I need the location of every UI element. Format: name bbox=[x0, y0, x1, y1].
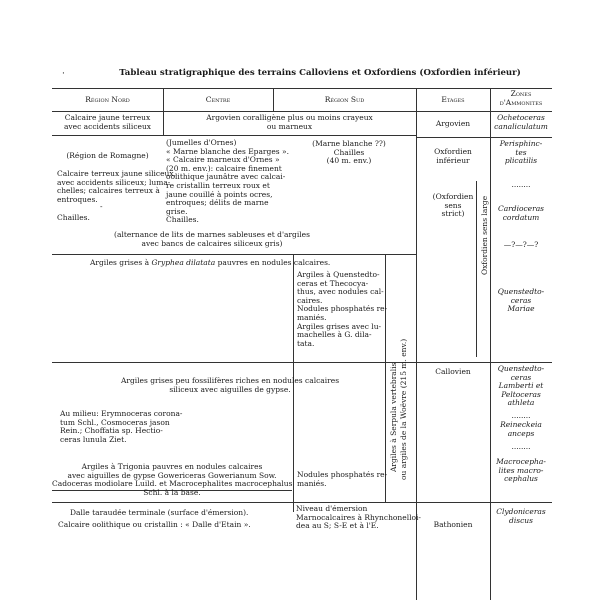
etage-oxfordien-inferieur: Oxfordien inférieur bbox=[434, 147, 472, 165]
bathonien-dalle-taraudee: Dalle taraudée terminale (surface d'émersion). bbox=[70, 508, 249, 517]
etage-oxfordien-sens-large: Oxfordien sens large bbox=[480, 195, 489, 275]
etage-argovien: Argovien bbox=[435, 119, 471, 128]
callovien-sud-argiles: Argiles à Quenstedto- ceras et Thecocya- thus, avec nodules cal- caires. Nodules phosphatés re- maniés. Argiles grises avec lu- machelles à G. dila- tata. bbox=[297, 270, 388, 348]
zone-separator-dots-2: ........ bbox=[511, 411, 531, 420]
callovien-nodules-phosphates: Nodules phosphatés re- maniés. bbox=[297, 470, 388, 488]
oxfordien-alternance: (alternance de lits de marnes sableuses et d'argiles avec bancs de calcaires siliceux gris) bbox=[114, 230, 310, 248]
oxfordien-nord-description: Calcaire terreux jaune siliceux, avec accidents siliceux; luma- chelles; calcaires terreux à entroques. bbox=[57, 169, 177, 204]
oxfordien-sud: (Marne blanche ??) Chailles (40 m. env.) bbox=[312, 139, 386, 166]
zone-canaliculatum: Ochetoceras canaliculatum bbox=[494, 113, 548, 131]
argovien-centre-sud: Argovien coralligène plus ou moins crayeux ou marneux bbox=[206, 113, 373, 131]
oxfordien-centre: (Jumelles d'Ornes) « Marne blanche des Eparges ». « Calcaire marneux d'Ornes » (20 m. env.): calcaire finement oolithique jaunâtre avec calcai- re cristallin terreux roux et jaune couillé à points ocres, entroques; délits de marne grise. Chailles. bbox=[166, 138, 289, 225]
zone-discus: Clydoniceras discus bbox=[496, 507, 546, 525]
argovien-nord: Calcaire jaune terreux avec accidents siliceux bbox=[63, 113, 152, 131]
header-region-nord: Région Nord bbox=[85, 95, 130, 104]
gryphea-species: Gryphea dilatata bbox=[151, 258, 216, 267]
etage-callovien: Callovien bbox=[435, 367, 471, 376]
zone-mariae: Quenstedto- ceras Mariae bbox=[497, 287, 545, 314]
argiles-gryphea-prefix: Argiles grises à bbox=[90, 258, 152, 267]
oxfordien-nord-chailles: Chailles. bbox=[57, 213, 90, 222]
bathonien-sud: Niveau d'émersion Marnocalcaires à Rhynchonelloi- dea au S; S-E et à l'E. bbox=[296, 504, 421, 531]
header-etages: Etages bbox=[441, 95, 465, 104]
bathonien-dalle-etain: Calcaire oolithique ou cristallin : « Dalle d'Etain ». bbox=[58, 520, 251, 529]
zone-macrocephalus: Macrocepha- lites macro- cephalus bbox=[496, 457, 546, 484]
zone-plicatilis: Perisphinc- tes plicatilis bbox=[499, 139, 543, 166]
header-centre: Centre bbox=[205, 95, 231, 104]
oxfordien-nord-dash: - bbox=[100, 202, 103, 211]
page-title: Tableau stratigraphique des terrains Calloviens et Oxfordiens (Oxfordien inférieur) bbox=[119, 68, 521, 78]
callovien-serpula-label: Argiles à Serpula vertebralis bbox=[389, 362, 398, 472]
callovien-au-milieu: Au milieu: Erymnoceras corona- tum Schl., Cosmoceras jason Rein.; Choffatia sp. Hectio- ceras lunula Ziet. bbox=[60, 409, 183, 444]
callovien-trigonia: Argiles à Trigonia pauvres en nodules calcaires avec aiguilles de gypse Gowericeras Gowerianum Sow. Cadoceras modiolare Luild. et Macrocephalites macrocephalus Schl. à la base. bbox=[52, 462, 293, 497]
callovien-woevre-label: ou argiles de la Woëvre (215 m. env.) bbox=[399, 338, 408, 480]
oxfordien-nord-romagne: (Région de Romagne) bbox=[66, 151, 149, 160]
header-zones: Zones d'Ammonites bbox=[499, 89, 543, 107]
callovien-argiles-gryphea bbox=[90, 259, 330, 268]
header-region-sud: Région Sud bbox=[324, 95, 365, 104]
zone-anceps: Reineckeia anceps bbox=[500, 420, 542, 438]
callovien-argiles-grises: Argiles grises peu fossilifères riches en nodules calcaires siliceux avec aiguilles de gypse. bbox=[120, 376, 340, 394]
etage-oxfordien-sens-strict: (Oxfordien sens strict) bbox=[432, 192, 474, 219]
zone-lamberti-athleta: Quenstedto- ceras Lamberti et Peltoceras athleta bbox=[497, 364, 545, 408]
zone-cordatum: Cardioceras cordatum bbox=[497, 204, 545, 222]
zone-separator-dots: ........ bbox=[511, 180, 531, 189]
argiles-gryphea-suffix: pauvres en nodules calcaires. bbox=[215, 258, 331, 267]
zone-separator-dots-3: ........ bbox=[511, 442, 531, 451]
zone-uncertain-dashes: —?—?—? bbox=[503, 240, 539, 249]
etage-bathonien: Bathonien bbox=[433, 520, 473, 529]
marker: · bbox=[62, 69, 65, 79]
